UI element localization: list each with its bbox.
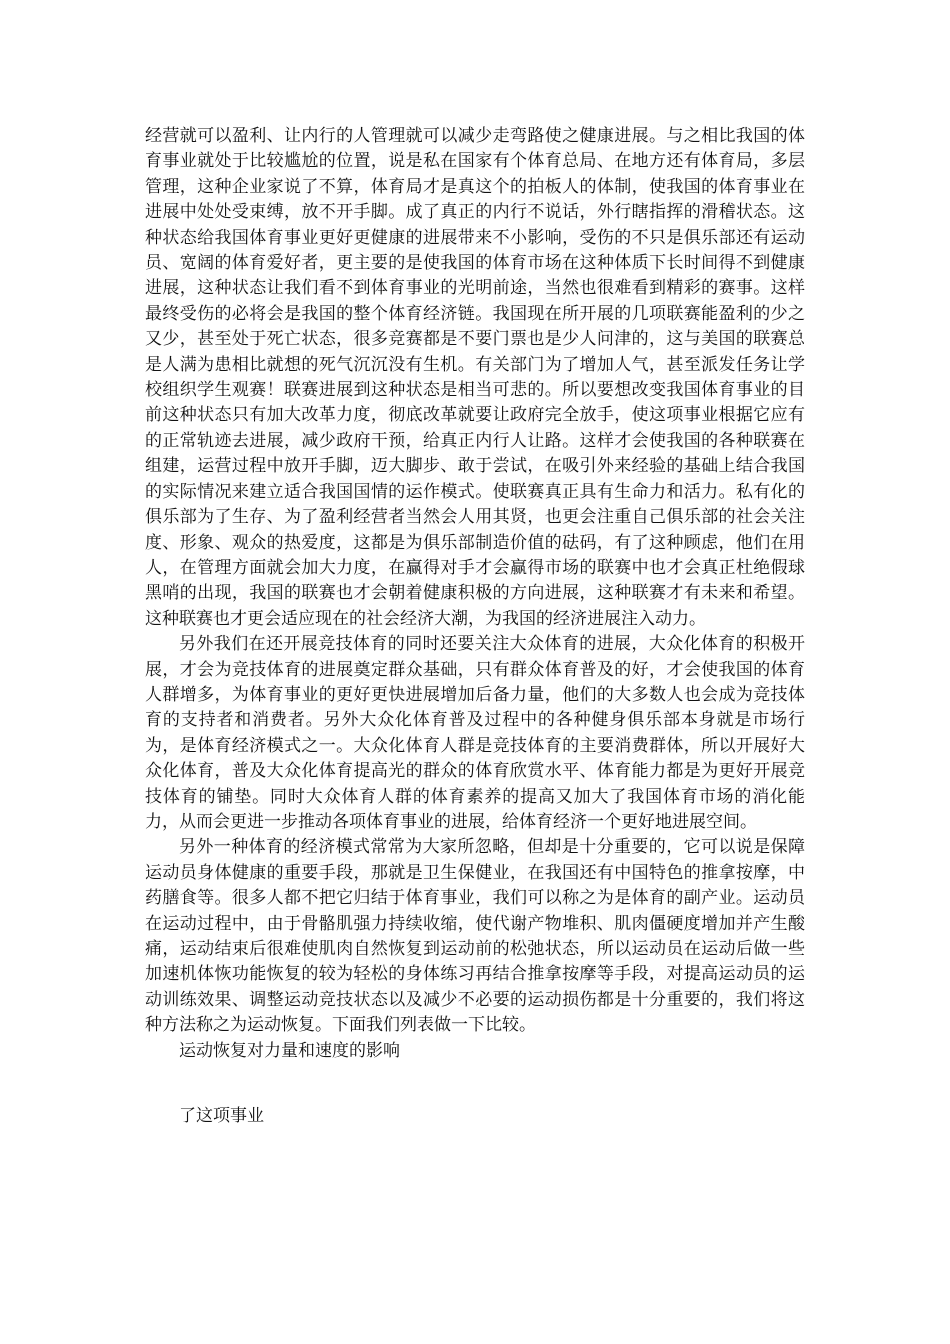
document-body [145,124,805,1129]
paragraph-1: 经营就可以盈利、让内行的人管理就可以减少走弯路使之健康进展。与之相比我国的体育事业就处于比较尴尬的位置，说是私在国家有个体育总局、在地方还有体育局，多层管理，这种企业家说了不算，体育局才是真这个的拍板人的体制，使我国的体育事业在进展中处处受束缚，放不开手脚。成了真正的内行不说话，外行瞎指挥的滑稽状态。这种状态给我国体育事业更好更健康的进展带来不小影响，受伤的不只是俱乐部还有运动员、宽阔的体育爱好者，更主要的是使我国的体育市场在这种体质下长时间得不到健康进展，这种状态让我们看不到体育事业的光明前途，当然也很难看到精彩的赛事。这样最终受伤的必将会是我国的整个体育经济链。我国现在所开展的几项联赛能盈利的少之又少，甚至处于死亡状态，很多竞赛都是不要门票也是少人问津的，这与美国的联赛总是人满为患相比就想的死气沉沉没有生机。有关部门为了增加人气，甚至派发任务让学校组织学生观赛！联赛进展到这种状态是相当可悲的。所以要想改变我国体育事业的目前这种状态只有加大改革力度，彻底改革就要让政府完全放手，使这项事业根据它应有的正常轨迹去进展，减少政府干预，给真正内行人让路。这样才会使我国的各种联赛在组建，运营过程中放开手脚，迈大脚步、敢于尝试，在吸引外来经验的基础上结合我国的实际情况来建立适合我国国情的运作模式。使联赛真正具有生命力和活力。私有化的俱乐部为了生存、为了盈利经营者当然会人用其贤，也更会注重自己俱乐部的社会关注度、形象、观众的热爱度，这都是为俱乐部制造价值的砝码，有了这种顾虑，他们在用人，在管理方面就会加大力度，在赢得对手才会赢得市场的联赛中也才会真正杜绝假球黑哨的出现，我国的联赛也才会朝着健康积极的方向进展，这种联赛才有未来和希望。这种联赛也才更会适应现在的社会经济大潮，为我国的经济进展注入动力。 [145,126,805,629]
paragraph-3: 另外一种体育的经济模式常常为大家所忽略，但却是十分重要的，它可以说是保障运动员身体健康的重要手段，那就是卫生保健业，在我国还有中国特色的推拿按摩，中药膳食等。很多人都不把它归结于体育事业，我们可以称之为是体育的副产业。运动员在运动过程中，由于骨骼肌强力持续收缩，使代谢产物堆积、肌肉僵硬度增加并产生酸痛，运动结束后很难使肌肉自然恢复到运动前的松弛状态，所以运动员在运动后做一些加速机体恢功能恢复的较为轻松的身体练习再结合推拿按摩等手段，对提高运动员的运动训练效果、调整运动竞技状态以及减少不必要的运动损伤都是十分重要的，我们将这种方法称之为运动恢复。下面我们列表做一下比较。 [145,837,805,1036]
table-caption: 运动恢复对力量和速度的影响 [179,1040,400,1061]
trailing-text: 了这项事业 [179,1106,264,1127]
paragraph-2: 另外我们在还开展竞技体育的同时还要关注大众体育的进展，大众化体育的积极开展，才会为竞技体育的进展奠定群众基础，只有群众体育普及的好，才会使我国的体育人群增多，为体育事业的更好更快进展增加后备力量，他们的大多数人也会成为竞技体育的支持者和消费者。另外大众化体育普及过程中的各种健身俱乐部本身就是市场行为，是体育经济模式之一。大众化体育人群是竞技体育的主要消费群体，所以开展好大众化体育，普及大众化体育提高光的群众的体育欣赏水平、体育能力都是为更好开展竞技体育的铺垫。同时大众体育人群的体育素养的提高又加大了我国体育市场的消化能力，从而会更进一步推动各项体育事业的进展，给体育经济一个更好地进展空间。 [145,634,805,832]
